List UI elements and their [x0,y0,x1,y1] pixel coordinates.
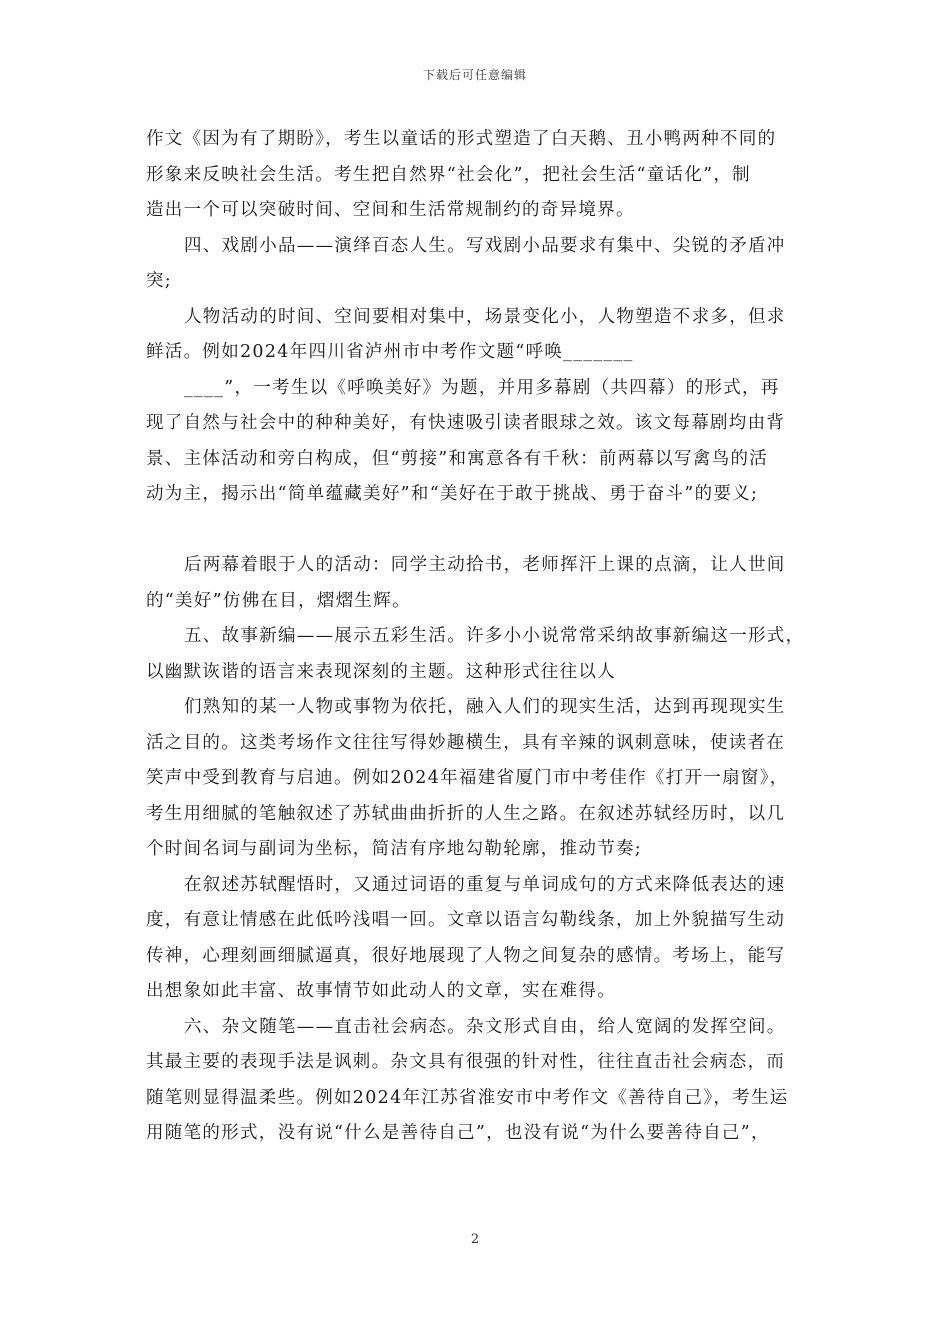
text-line: 的“美好”仿佛在目，熠熠生辉。 [146,590,411,611]
text-line: 动为主，揭示出“简单蕴藏美好”和“美好在于敢于挑战、勇于奋斗”的要义; [146,484,759,504]
text-line: 出想象如此丰富、故事情节如此动人的文章，实在难得。 [146,981,616,1001]
text-line: 造出一个可以突破时间、空间和生活常规制约的奇异境界。 [146,200,635,220]
text-line: 现了自然与社会中的种种美好，有快速吸引读者眼球之效。该文每幕剧均由背 [146,413,786,433]
text-line: 六、杂文随笔——直击社会病态。杂文形式自由，给人宽阔的发挥空间。 [184,1016,786,1037]
text-line: 突; [146,271,172,291]
text-line: 以幽默诙谐的语言来表现深刻的主题。这种形式往往以人 [146,661,616,682]
document-body [146,122,814,1152]
text-line: 用随笔的形式，没有说“什么是善待自己”，也没有说“为什么要善待自己”， [146,1123,770,1143]
text-line: 作文《因为有了期盼》，考生以童话的形式塑造了白天鹅、丑小鸭两种不同的 [146,129,777,149]
text-line: 形象来反映社会生活。考生把自然界“社会化”，把社会生活“童话化”，制 [146,164,751,185]
text-line: 们熟知的某一人物或事物为依托，融入人们的现实生活，达到再现现实生 [184,697,786,717]
text-line: 鲜活。例如2024年四川省泸州市中考作文题“呼唤_______ [146,342,634,362]
text-line: 在叙述苏轼醒悟时，又通过词语的重复与单词成句的方式来降低表达的速 [184,874,786,895]
text-line: 传神，心理刻画细腻逼真，很好地展现了人物之间复杂的感情。考场上，能写 [146,945,786,966]
text-line: ____”，一考生以《呼唤美好》为题，并用多幕剧（共四幕）的形式，再 [184,377,780,398]
text-line: 五、故事新编——展示五彩生活。许多小小说常常采纳故事新编这一形式， [184,626,805,646]
text-line: 人物活动的时间、空间要相对集中，场景变化小，人物塑造不求多，但求 [184,306,786,327]
text-line: 景、主体活动和旁白构成，但“剪接”和寓意各有千秋：前两幕以写禽鸟的活 [146,448,769,469]
text-line: 四、戏剧小品——演绎百态人生。写戏剧小品要求有集中、尖锐的矛盾冲 [184,235,786,256]
text-line: 活之目的。这类考场作文往往写得妙趣横生，具有辛辣的讽刺意味，使读者在 [146,732,786,753]
text-line: 其最主要的表现手法是讽刺。杂文具有很强的针对性，往往直击社会病态，而 [146,1052,786,1072]
page-number: 2 [470,1232,480,1247]
text-line: 随笔则显得温柔些。例如2024年江苏省淮安市中考作文《善待自己》，考生运 [146,1087,789,1108]
blank-line [146,513,814,549]
text-line: 个时间名词与副词为坐标，简洁有序地勾勒轮廓，推动节奏; [146,839,642,859]
text-line: 考生用细腻的笔触叙述了苏轼曲曲折折的人生之路。在叙述苏轼经历时，以几 [146,803,786,824]
text-line: 笑声中受到教育与启迪。例如2024年福建省厦门市中考佳作《打开一扇窗》， [146,768,789,788]
page-header: 下载后可任意编辑 [422,68,527,82]
text-line: 度，有意让情感在此低吟浅唱一回。文章以语言勾勒线条，加上外貌描写生动 [146,910,786,930]
text-line: 后两幕着眼于人的活动：同学主动拾书，老师挥汗上课的点滴，让人世间 [184,555,786,575]
